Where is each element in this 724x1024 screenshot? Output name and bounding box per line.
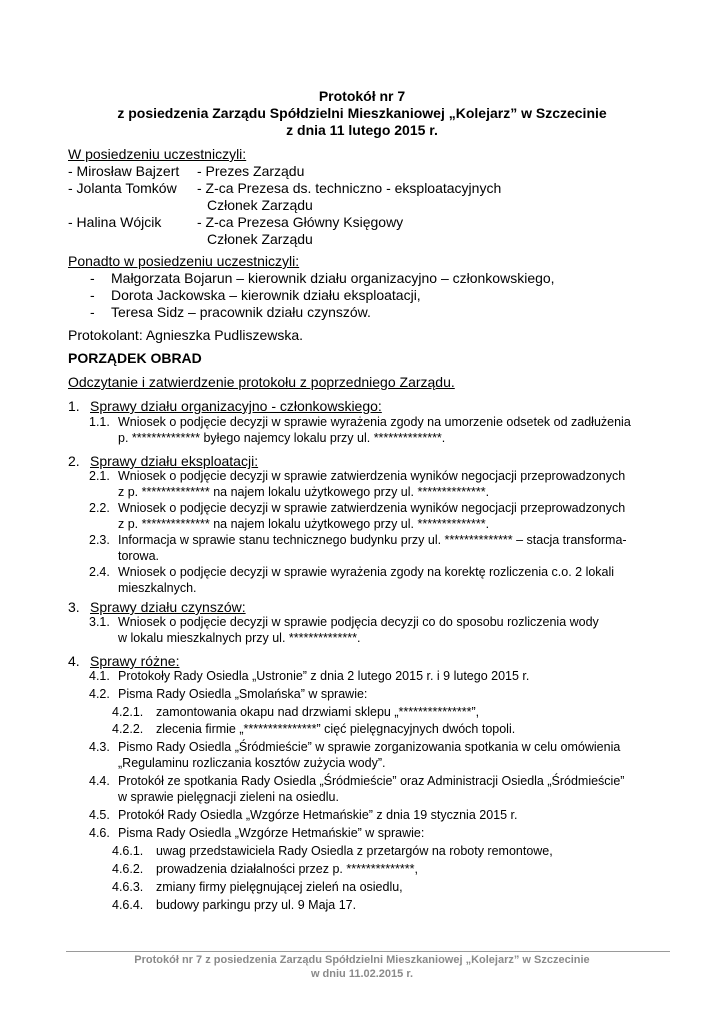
item-text: mieszkalnych. [118, 581, 197, 595]
others-heading: Ponadto w posiedzeniu uczestniczyli: [68, 253, 300, 269]
section-title: Sprawy działu eksploatacji: [90, 453, 259, 469]
item-text: Wniosek o podjęcie decyzji w sprawie zatwierdzenia wyników negocjacji przeprowadzonych [118, 501, 626, 515]
item-number: 4.6.4. [112, 898, 144, 912]
item-text: p. ************** byłego najemcy lokalu przy ul. **************. [118, 431, 446, 445]
list-bullet: - [90, 270, 95, 286]
document-date: z dnia 11 lutego 2015 r. [286, 122, 438, 138]
section-number: 2. [68, 453, 80, 469]
footer-divider [66, 951, 670, 952]
item-text: zamontowania okapu nad drzwiami sklepu „***************”, [156, 705, 480, 719]
list-bullet: - [90, 304, 95, 320]
item-number: 2.1. [89, 469, 110, 483]
item-text: Wniosek o podjęcie decyzji w sprawie wyrażenia zgody na umorzenie odsetek od zadłużenia [118, 415, 631, 429]
item-text: w sprawie pielęgnacji zieleni na osiedlu. [118, 790, 339, 804]
item-text: Informacja w sprawie stanu technicznego budynku przy ul. ************** – stacja transforma- [118, 533, 627, 547]
attendee-role: - Prezes Zarządu [197, 163, 305, 179]
item-number: 4.6. [89, 826, 110, 840]
list-item: Dorota Jackowska – kierownik działu eksploatacji, [111, 287, 421, 303]
recorder-line: Protokolant: Agnieszka Pudliszewska. [68, 327, 304, 343]
item-number: 4.6.3. [112, 880, 144, 894]
item-text: Pisma Rady Osiedla „Smolańska” w sprawie: [118, 687, 368, 701]
item-text: Wniosek o podjęcie decyzji w sprawie zatwierdzenia wyników negocjacji przeprowadzonych [118, 469, 626, 483]
item-text: budowy parkingu przy ul. 9 Maja 17. [156, 898, 357, 912]
list-item: Teresa Sidz – pracownik działu czynszów. [111, 304, 371, 320]
attendee-name: - Mirosław Bajzert [68, 163, 180, 179]
item-number: 2.2. [89, 501, 110, 515]
agenda-title: PORZĄDEK OBRAD [68, 350, 202, 366]
item-text: Wniosek o podjęcie decyzji w sprawie wyrażenia zgody na korektę rozliczenia c.o. 2 lokali [118, 565, 615, 579]
document-title: Protokół nr 7 [318, 88, 406, 104]
item-text: Pismo Rady Osiedla „Śródmieście” w sprawie zorganizowania spotkania w celu omówienia [118, 740, 621, 754]
item-number: 4.2.2. [112, 722, 144, 736]
reading-line: Odczytanie i zatwierdzenie protokołu z poprzedniego Zarządu. [68, 374, 455, 390]
item-text: Wniosek o podjęcie decyzji w sprawie podjęcia decyzji co do sposobu rozliczenia wody [118, 615, 599, 629]
item-number: 2.3. [89, 533, 110, 547]
item-number: 4.5. [89, 808, 110, 822]
attendee-role-line2: Członek Zarządu [207, 231, 313, 247]
section-number: 4. [68, 653, 80, 669]
item-text: torowa. [118, 549, 159, 563]
section-number: 3. [68, 599, 80, 615]
footer-line1: Protokół nr 7 z posiedzenia Zarządu Spółdzielni Mieszkaniowej „Kolejarz” w Szczecinie [134, 954, 590, 966]
item-text: z p. ************** na najem lokalu użytkowego przy ul. **************. [118, 485, 490, 499]
attendee-role: - Z-ca Prezesa ds. techniczno - eksploatacyjnych [197, 180, 502, 196]
item-text: zmiany firmy pielęgnującej zieleń na osiedlu, [156, 880, 403, 894]
section-title: Sprawy działu czynszów: [90, 599, 246, 615]
item-text: Protokół Rady Osiedla „Wzgórze Hetmańskie” z dnia 19 stycznia 2015 r. [118, 808, 518, 822]
document-subtitle: z posiedzenia Zarządu Spółdzielni Mieszkaniowej „Kolejarz” w Szczecinie [117, 105, 607, 121]
item-text: Protokoły Rady Osiedla „Ustronie” z dnia 2 lutego 2015 r. i 9 lutego 2015 r. [118, 669, 530, 683]
item-text: zlecenia firmie „***************” cięć pielęgnacyjnych dwóch topoli. [156, 722, 516, 736]
attendee-name: - Halina Wójcik [68, 214, 162, 230]
attendee-name: - Jolanta Tomków [68, 180, 177, 196]
item-number: 3.1. [89, 615, 110, 629]
item-text: „Regulaminu rozliczania kosztów zużycia wody”. [118, 756, 386, 770]
attendees-heading: W posiedzeniu uczestniczyli: [68, 146, 247, 162]
item-number: 4.6.1. [112, 844, 144, 858]
item-number: 4.2. [89, 687, 110, 701]
item-number: 4.3. [89, 740, 110, 754]
section-title: Sprawy działu organizacyjno - członkowskiego: [90, 398, 382, 414]
list-bullet: - [90, 287, 95, 303]
item-text: w lokalu mieszkalnych przy ul. **************. [118, 631, 361, 645]
attendee-role: - Z-ca Prezesa Główny Księgowy [197, 214, 404, 230]
item-number: 1.1. [89, 415, 110, 429]
footer-line2: w dniu 11.02.2015 r. [310, 968, 414, 980]
item-number: 4.1. [89, 669, 110, 683]
attendee-role-line2: Członek Zarządu [207, 197, 313, 213]
section-number: 1. [68, 398, 80, 414]
item-text: Pisma Rady Osiedla „Wzgórze Hetmańskie” w sprawie: [118, 826, 425, 840]
item-number: 4.2.1. [112, 705, 144, 719]
list-item: Małgorzata Bojarun – kierownik działu organizacyjno – członkowskiego, [111, 270, 555, 286]
item-text: z p. ************** na najem lokalu użytkowego przy ul. **************. [118, 517, 490, 531]
item-text: Protokół ze spotkania Rady Osiedla „Śródmieście” oraz Administracji Osiedla „Śródmieście” [118, 774, 625, 788]
item-number: 2.4. [89, 565, 110, 579]
section-title: Sprawy różne: [90, 653, 180, 669]
item-number: 4.4. [89, 774, 110, 788]
item-number: 4.6.2. [112, 862, 144, 876]
item-text: prowadzenia działalności przez p. **************, [156, 862, 418, 876]
item-text: uwag przedstawiciela Rady Osiedla z przetargów na roboty remontowe, [156, 844, 553, 858]
